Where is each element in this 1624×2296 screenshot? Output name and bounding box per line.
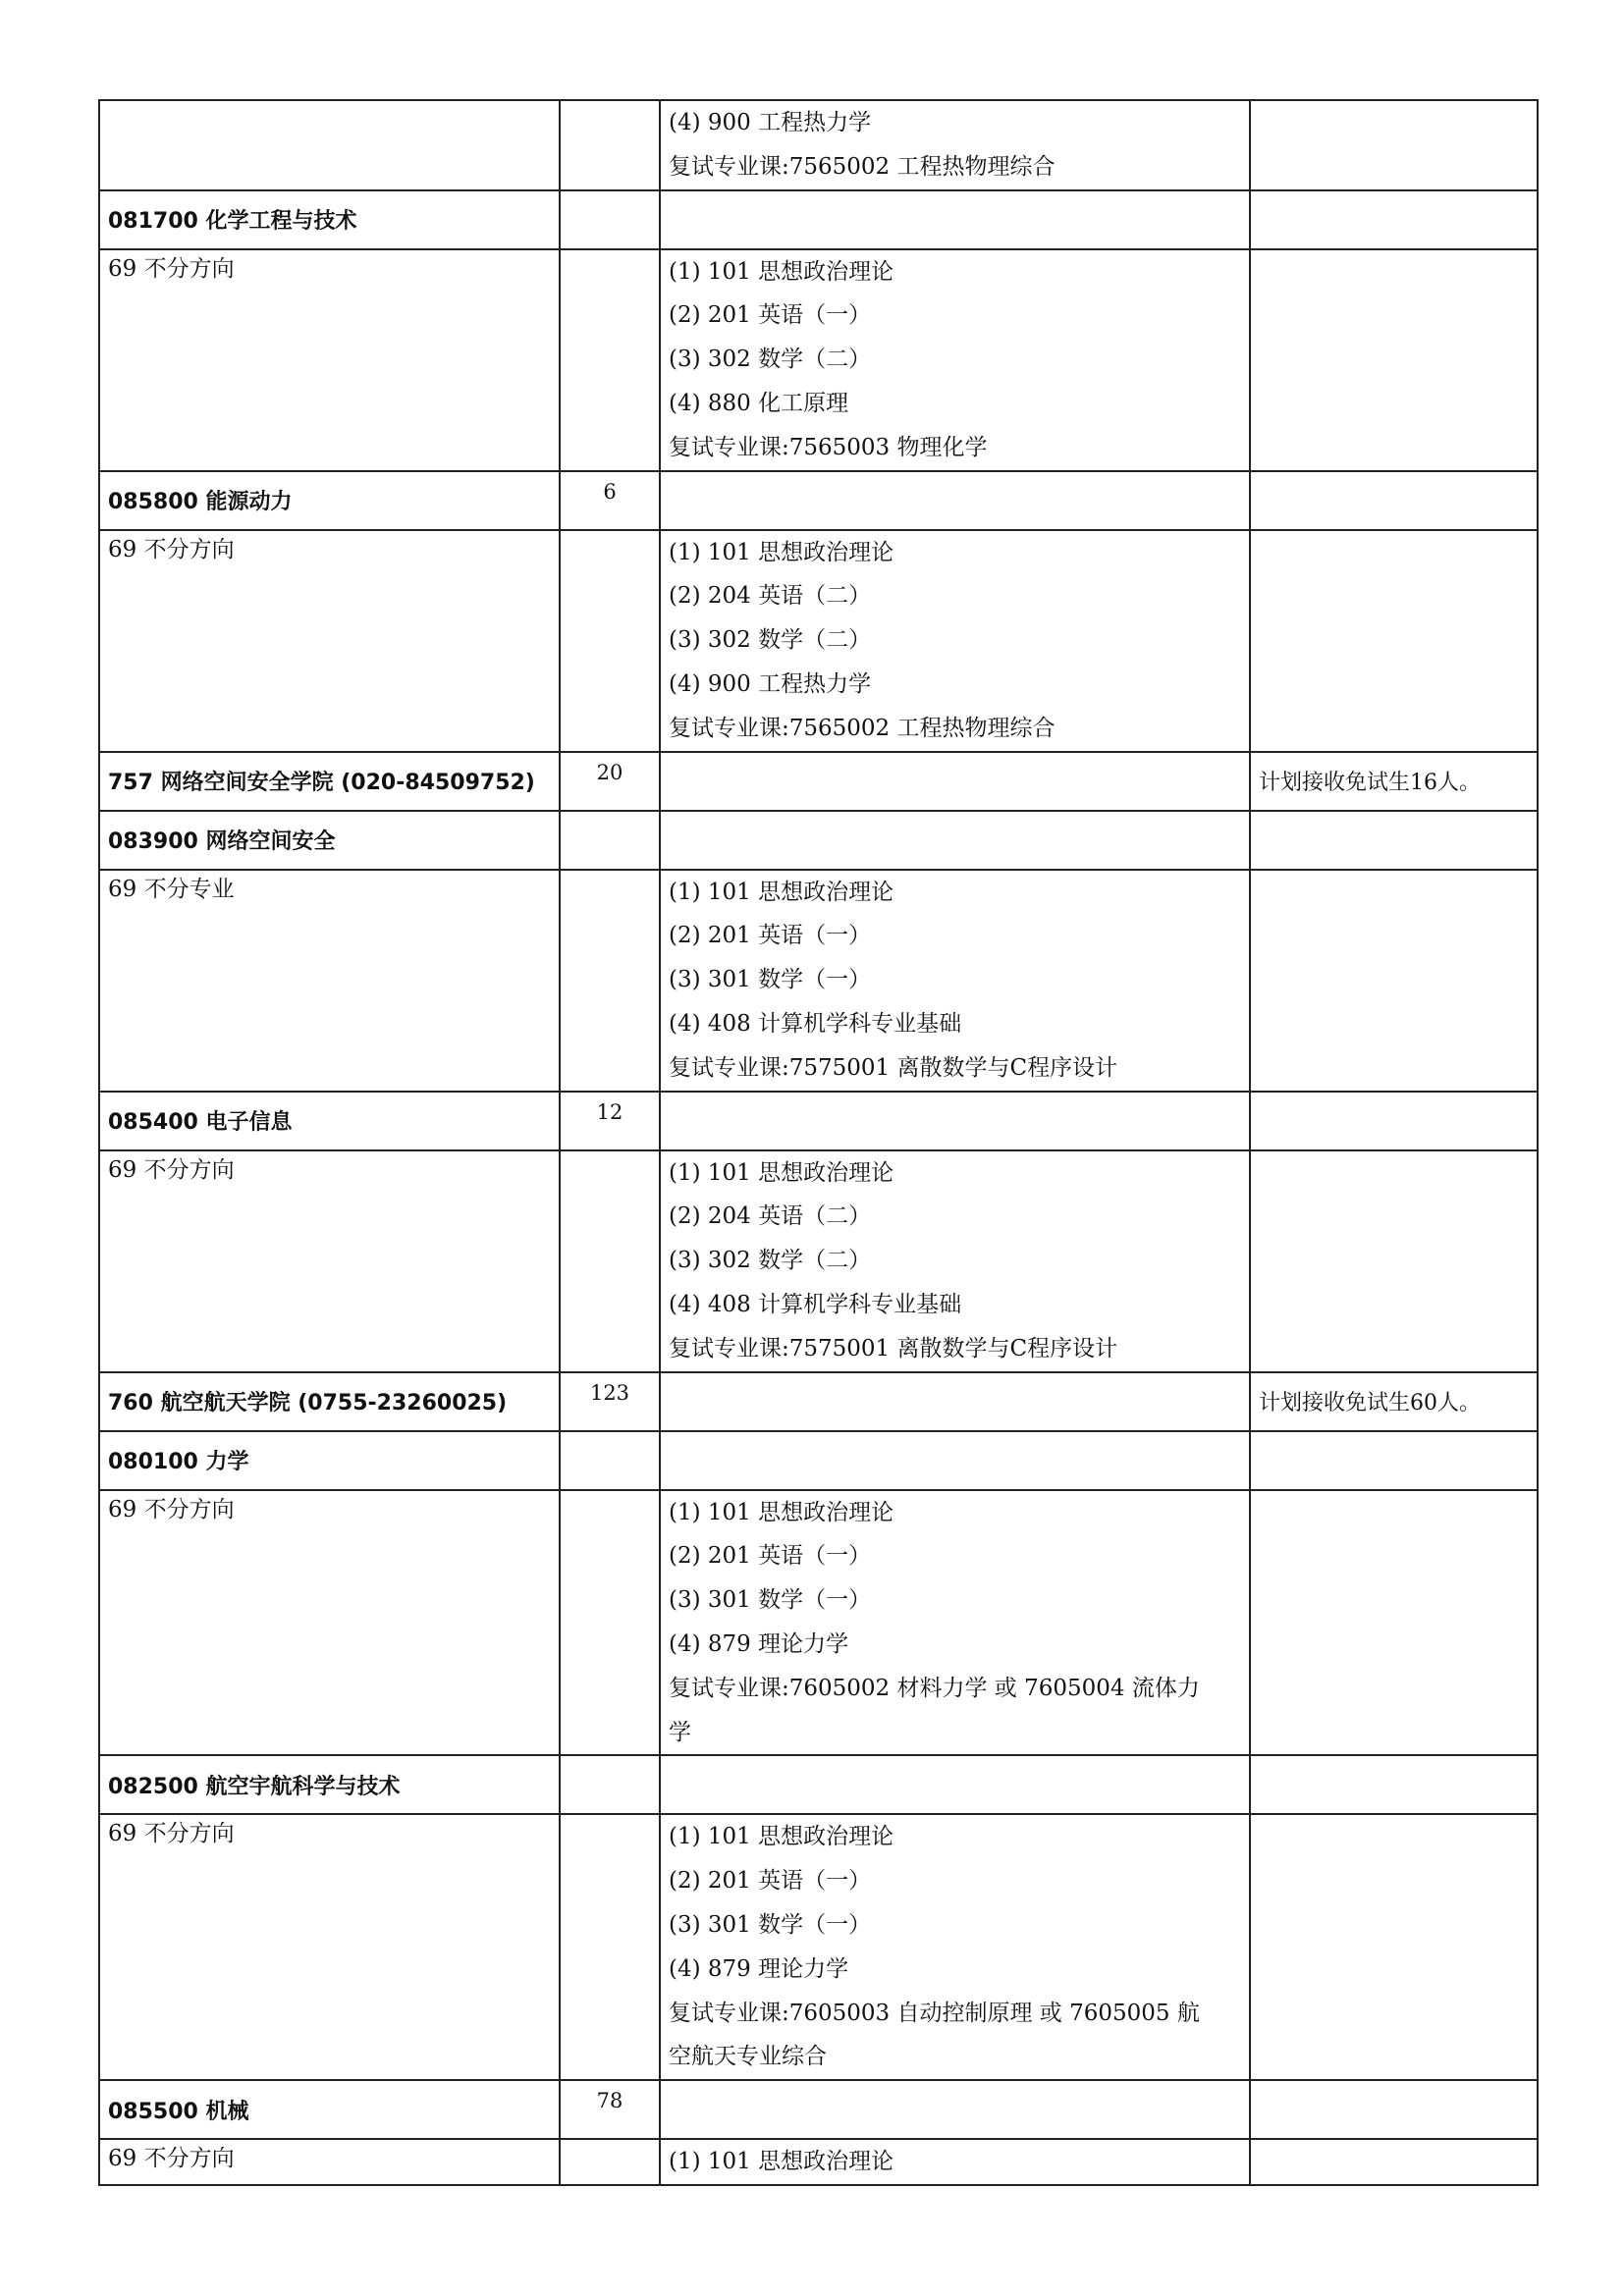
exam-subjects-cell	[660, 1092, 1250, 1150]
exam-subject-line: (1) 101 思想政治理论	[669, 258, 894, 285]
enrollment-count-cell	[560, 1490, 660, 1756]
exam-subject-line: (3) 301 数学（一）	[669, 1911, 872, 1938]
exam-subjects-cell	[660, 100, 1250, 190]
exam-subjects-cell	[660, 190, 1250, 249]
exam-subject-line: (1) 101 思想政治理论	[669, 1499, 894, 1525]
exam-subjects-cell	[660, 1814, 1250, 2080]
program-header-row	[99, 1372, 1538, 1431]
exam-subject-line: (2) 204 英语（二）	[669, 1203, 872, 1230]
exam-subjects-cell	[660, 2139, 1250, 2185]
enrollment-count-cell: 6	[560, 471, 660, 530]
remark-cell: 计划接收免试生60人。	[1250, 1372, 1538, 1431]
remark-cell	[1250, 100, 1538, 190]
exam-subject-line: 复试专业课:7605002 材料力学 或 7605004 流体力	[669, 1675, 1200, 1701]
exam-subject-line: 空航天专业综合	[669, 2044, 827, 2070]
exam-subjects-cell	[660, 1372, 1250, 1431]
remark-cell	[1250, 471, 1538, 530]
exam-subject-line: (4) 879 理论力学	[669, 1630, 849, 1657]
program-header-row	[99, 1755, 1538, 1814]
remark-cell	[1250, 2139, 1538, 2185]
exam-subject-line: (3) 301 数学（一）	[669, 967, 872, 993]
exam-subject-line: 学	[669, 1719, 691, 1745]
enrollment-count-cell	[560, 1814, 660, 2080]
exam-subject-line: (1) 101 思想政治理论	[669, 2149, 894, 2175]
enrollment-count-cell: 78	[560, 2080, 660, 2139]
exam-subject-line: (4) 900 工程热力学	[669, 110, 872, 135]
exam-subject-line: (4) 408 计算机学科专业基础	[669, 1010, 962, 1037]
program-name-cell: 085800 能源动力	[99, 471, 560, 530]
exam-detail-row	[99, 530, 1538, 752]
remark-cell	[1250, 530, 1538, 752]
program-name-cell: 760 航空航天学院 (0755-23260025)	[99, 1372, 560, 1431]
exam-detail-row	[99, 2139, 1538, 2185]
exam-detail-row	[99, 1150, 1538, 1372]
exam-subjects-cell	[660, 752, 1250, 811]
program-header-row	[99, 471, 1538, 530]
exam-subject-line: 复试专业课:7575001 离散数学与C程序设计	[669, 1054, 1118, 1081]
remark-cell	[1250, 811, 1538, 870]
exam-subjects-cell	[660, 1755, 1250, 1814]
program-name-cell: 757 网络空间安全学院 (020-84509752)	[99, 752, 560, 811]
exam-subjects-cell	[660, 249, 1250, 471]
program-header-row	[99, 811, 1538, 870]
enrollment-count-cell	[560, 190, 660, 249]
remark-cell: 计划接收免试生16人。	[1250, 752, 1538, 811]
exam-subject-line: (2) 201 英语（一）	[669, 1543, 872, 1570]
exam-subject-line: (4) 880 化工原理	[669, 390, 849, 416]
exam-subjects-cell	[660, 1431, 1250, 1490]
remark-cell	[1250, 1755, 1538, 1814]
enrollment-count-cell	[560, 1150, 660, 1372]
exam-subjects-cell	[660, 1490, 1250, 1756]
program-name-cell: 081700 化学工程与技术	[99, 190, 560, 249]
program-header-row	[99, 2080, 1538, 2139]
enrollment-count-cell	[560, 100, 660, 190]
remark-cell	[1250, 190, 1538, 249]
enrollment-count-cell	[560, 870, 660, 1092]
exam-subject-line: (1) 101 思想政治理论	[669, 1159, 894, 1186]
exam-subject-line: (2) 201 英语（一）	[669, 302, 872, 329]
program-header-row	[99, 190, 1538, 249]
enrollment-count-cell	[560, 530, 660, 752]
enrollment-count-cell	[560, 2139, 660, 2185]
exam-subject-line: (1) 101 思想政治理论	[669, 539, 894, 565]
program-header-row	[99, 752, 1538, 811]
exam-subject-line: (3) 301 数学（一）	[669, 1587, 872, 1614]
program-name-cell: 085400 电子信息	[99, 1092, 560, 1150]
exam-subject-line: (3) 302 数学（二）	[669, 1248, 872, 1274]
exam-subjects-cell	[660, 471, 1250, 530]
research-direction-cell: 69 不分方向	[99, 530, 560, 752]
remark-cell	[1250, 870, 1538, 1092]
exam-subjects-cell	[660, 870, 1250, 1092]
remark-cell	[1250, 1814, 1538, 2080]
remark-cell	[1250, 249, 1538, 471]
exam-subjects-cell	[660, 811, 1250, 870]
research-direction-cell: 69 不分方向	[99, 1814, 560, 2080]
program-name-cell: 082500 航空宇航科学与技术	[99, 1755, 560, 1814]
remark-cell	[1250, 2080, 1538, 2139]
remark-cell	[1250, 1431, 1538, 1490]
exam-subjects-cell	[660, 1150, 1250, 1372]
exam-subject-line: (2) 201 英语（一）	[669, 923, 872, 949]
enrollment-count-cell	[560, 1755, 660, 1814]
exam-subject-line: 复试专业课:7575001 离散数学与C程序设计	[669, 1335, 1118, 1362]
research-direction-cell: 69 不分专业	[99, 870, 560, 1092]
program-name-cell: 085500 机械	[99, 2080, 560, 2139]
exam-subject-line: (1) 101 思想政治理论	[669, 1824, 894, 1850]
exam-subject-line: (4) 900 工程热力学	[669, 670, 872, 697]
remark-cell	[1250, 1092, 1538, 1150]
exam-subject-line: 复试专业课:7565002 工程热物理综合	[669, 153, 1056, 180]
exam-subject-line: (3) 302 数学（二）	[669, 347, 872, 373]
exam-subject-line: 复试专业课:7565002 工程热物理综合	[669, 715, 1056, 741]
enrollment-count-cell: 123	[560, 1372, 660, 1431]
exam-subject-line: (3) 302 数学（二）	[669, 627, 872, 654]
exam-detail-row	[99, 249, 1538, 471]
enrollment-plan-body	[99, 100, 1538, 2185]
research-direction-cell	[99, 100, 560, 190]
remark-cell	[1250, 1150, 1538, 1372]
exam-detail-row	[99, 1814, 1538, 2080]
research-direction-cell: 69 不分方向	[99, 1490, 560, 1756]
exam-subject-line: (4) 408 计算机学科专业基础	[669, 1291, 962, 1317]
enrollment-count-cell	[560, 249, 660, 471]
enrollment-plan-table	[98, 99, 1539, 2186]
enrollment-count-cell: 12	[560, 1092, 660, 1150]
enrollment-count-cell: 20	[560, 752, 660, 811]
program-name-cell: 080100 力学	[99, 1431, 560, 1490]
program-header-row	[99, 1092, 1538, 1150]
exam-subject-line: (1) 101 思想政治理论	[669, 879, 894, 905]
exam-detail-row	[99, 870, 1538, 1092]
exam-subject-line: (2) 204 英语（二）	[669, 583, 872, 610]
exam-subject-line: 复试专业课:7565003 物理化学	[669, 434, 988, 460]
exam-detail-row	[99, 1490, 1538, 1756]
research-direction-cell: 69 不分方向	[99, 2139, 560, 2185]
exam-subject-line: 复试专业课:7605003 自动控制原理 或 7605005 航	[669, 2000, 1200, 2026]
exam-subject-line: (2) 201 英语（一）	[669, 1868, 872, 1895]
research-direction-cell: 69 不分方向	[99, 1150, 560, 1372]
exam-subjects-cell	[660, 2080, 1250, 2139]
exam-subject-line: (4) 879 理论力学	[669, 1955, 849, 1982]
exam-subjects-cell	[660, 530, 1250, 752]
remark-cell	[1250, 1490, 1538, 1756]
enrollment-count-cell	[560, 1431, 660, 1490]
enrollment-count-cell	[560, 811, 660, 870]
program-header-row	[99, 1431, 1538, 1490]
exam-detail-row	[99, 100, 1538, 190]
research-direction-cell: 69 不分方向	[99, 249, 560, 471]
program-name-cell: 083900 网络空间安全	[99, 811, 560, 870]
